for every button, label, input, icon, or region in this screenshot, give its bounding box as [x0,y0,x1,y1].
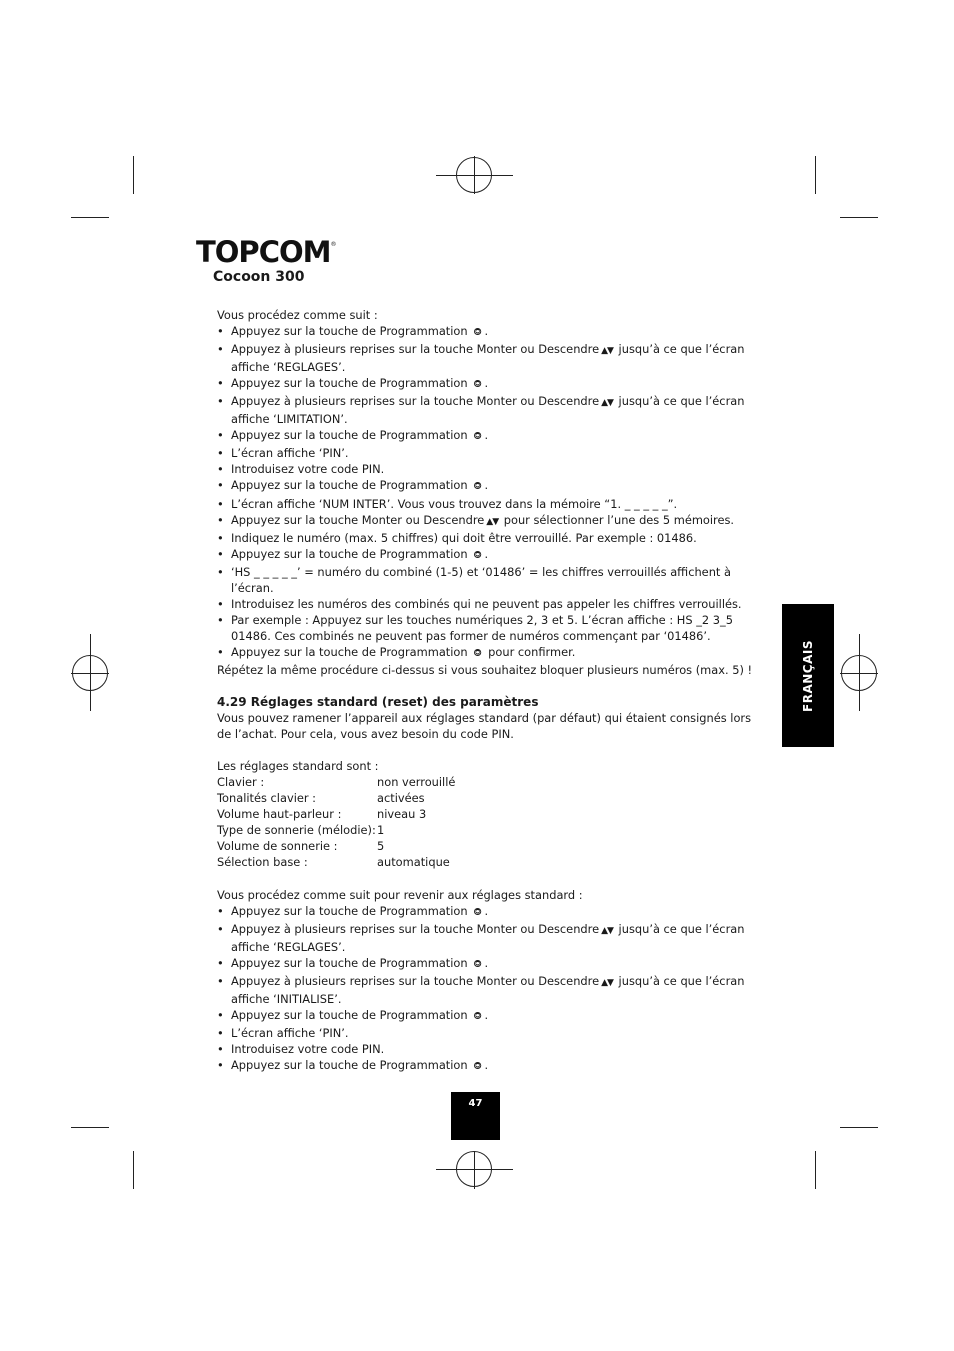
step-text: Appuyez sur la touche de Programmation [231,324,468,339]
topcom-logo: TOPCOM® [196,235,336,269]
list-item [217,477,757,495]
list-item [217,955,757,973]
model-name: Cocoon 300 [213,269,305,285]
setting-label: Tonalités clavier : [217,791,317,806]
step-text-end: . [484,546,489,561]
list-item [217,323,757,341]
crop-mark [840,1127,878,1128]
list-item [217,903,757,921]
step-text: Introduisez les numéros des combinés qui ne peuvent pas appeler les chiffres verrouillés. [231,596,742,611]
step-text: Appuyez sur la touche de Programmation [231,955,468,970]
list-item [217,427,757,445]
step-text: Introduisez votre code PIN. [231,1041,385,1056]
up-down-arrows-icon: ▲▼ [601,925,613,936]
section1-steps [217,323,757,662]
list-item [217,512,757,530]
list-item [217,341,757,375]
step-text: L’écran affiche ‘PIN’. [231,446,349,461]
default-settings-table [217,774,757,870]
crop-mark [133,156,134,194]
step-text: Appuyez sur la touche de Programmation [231,428,468,443]
step-text-end: . [484,1007,489,1022]
programming-key-icon: ⭗ [473,958,482,970]
programming-key-icon: ⭗ [473,379,482,391]
step-text-end: jusqu’à ce que l’écran affiche ‘REGLAGES’. [231,921,745,954]
section2-intro: Vous pouvez ramener l’appareil aux réglages standard (par défaut) qui étaient consignés lors de l’achat. Pour cela, vous avez besoin du code PIN. [217,711,752,742]
page-content [217,307,757,1075]
setting-value: niveau 3 [377,807,427,822]
setting-value: 1 [377,823,385,838]
page-number-box [451,1092,500,1140]
list-item [217,973,757,1007]
step-text: Appuyez sur la touche Monter ou Descendre [231,512,485,527]
crop-mark [815,1151,816,1189]
programming-key-icon: ⭗ [473,481,482,493]
list-item [217,375,757,393]
setting-value: activées [377,791,425,806]
step-text-end: . [484,903,489,918]
step-text-end: . [484,478,489,493]
step-text: L’écran affiche ‘NUM INTER’. Vous vous trouvez dans la mémoire “1. _ _ _ _ _”. [231,496,678,511]
crop-mark [840,217,878,218]
list-item [217,1057,757,1075]
settings-title: Les réglages standard sont : [217,759,379,774]
programming-key-icon: ⭗ [473,906,482,918]
step-text-end: . [484,955,489,970]
setting-label: Type de sonnerie (mélodie): [217,823,376,838]
setting-value: non verrouillé [377,775,456,790]
procedure-intro: Vous procédez comme suit pour revenir aux réglages standard : [217,887,583,902]
step-text: Appuyez sur la touche de Programmation [231,1057,468,1072]
step-text-end: jusqu’à ce que l’écran affiche ‘REGLAGES’. [231,342,745,375]
crop-mark [815,156,816,194]
programming-key-icon: ⭗ [473,549,482,561]
crop-mark [71,217,109,218]
list-item [217,530,757,546]
programming-key-icon: ⭗ [473,647,482,659]
step-text-end: jusqu’à ce que l’écran affiche ‘LIMITATION’. [231,394,745,427]
section1-outro: Répétez la même procédure ci-dessus si vous souhaitez bloquer plusieurs numéros (max. 5) ! [217,662,753,677]
section-heading: 4.29 Réglages standard (reset) des paramètres [217,695,539,710]
step-text: Appuyez sur la touche de Programmation [231,903,468,918]
page-number: 47 [468,1098,483,1109]
setting-label: Volume haut-parleur : [217,807,342,822]
list-item [217,644,757,662]
list-item [217,596,757,612]
list-item [217,546,757,564]
list-item [217,564,757,596]
setting-value: automatique [377,855,450,870]
step-text: Appuyez à plusieurs reprises sur la touche Monter ou Descendre [231,973,600,988]
step-text: Appuyez à plusieurs reprises sur la touche Monter ou Descendre [231,921,600,936]
list-item [217,496,757,512]
up-down-arrows-icon: ▲▼ [601,977,613,988]
step-text-end: . [484,1057,489,1072]
step-text: Appuyez sur la touche de Programmation [231,644,468,659]
programming-key-icon: ⭗ [473,1060,482,1072]
section1-intro: Vous procédez comme suit : [217,308,378,322]
up-down-arrows-icon: ▲▼ [601,346,613,357]
list-item [217,461,757,477]
step-text: ‘HS _ _ _ _ _’ = numéro du combiné (1-5) et ‘01486’ = les chiffres verrouillés affichent à l’écran. [231,564,731,595]
step-text: Indiquez le numéro (max. 5 chiffres) qui doit être verrouillé. Par exemple : 01486. [231,530,697,545]
crop-mark [71,1127,109,1128]
step-text-end: pour sélectionner l’une des 5 mémoires. [500,512,735,527]
section2-steps [217,903,757,1075]
step-text-end: . [484,376,489,391]
step-text-end: . [484,428,489,443]
step-text: Appuyez sur la touche de Programmation [231,478,468,493]
step-text-end: pour confirmer. [484,644,576,659]
step-text: Appuyez sur la touche de Programmation [231,1007,468,1022]
list-item [217,1025,757,1041]
programming-key-icon: ⭗ [473,327,482,339]
setting-value: 5 [377,839,385,854]
step-text-end: jusqu’à ce que l’écran affiche ‘INITIALISE’. [231,973,745,1006]
crop-mark [133,1151,134,1189]
programming-key-icon: ⭗ [473,1010,482,1022]
setting-label: Clavier : [217,775,265,790]
step-text: Appuyez sur la touche de Programmation [231,376,468,391]
step-text: L’écran affiche ‘PIN’. [231,1025,349,1040]
setting-label: Sélection base : [217,855,308,870]
step-text: Appuyez à plusieurs reprises sur la touche Monter ou Descendre [231,342,600,357]
list-item [217,921,757,955]
up-down-arrows-icon: ▲▼ [601,398,613,409]
list-item [217,445,757,461]
step-text: Introduisez votre code PIN. [231,462,385,477]
step-text: Par exemple : Appuyez sur les touches numériques 2, 3 et 5. L’écran affiche : HS _2 3_5 01486. Ces combinés ne peuvent pas former de numéros commençant par ‘01486’. [231,612,733,643]
step-text: Appuyez sur la touche de Programmation [231,546,468,561]
language-tab: FRANÇAIS [782,604,834,747]
programming-key-icon: ⭗ [473,431,482,443]
list-item [217,1007,757,1025]
step-text: Appuyez à plusieurs reprises sur la touche Monter ou Descendre [231,394,600,409]
step-text-end: . [484,324,489,339]
setting-label: Volume de sonnerie : [217,839,338,854]
list-item [217,1041,757,1057]
list-item [217,393,757,427]
list-item [217,612,757,644]
up-down-arrows-icon: ▲▼ [486,516,499,527]
